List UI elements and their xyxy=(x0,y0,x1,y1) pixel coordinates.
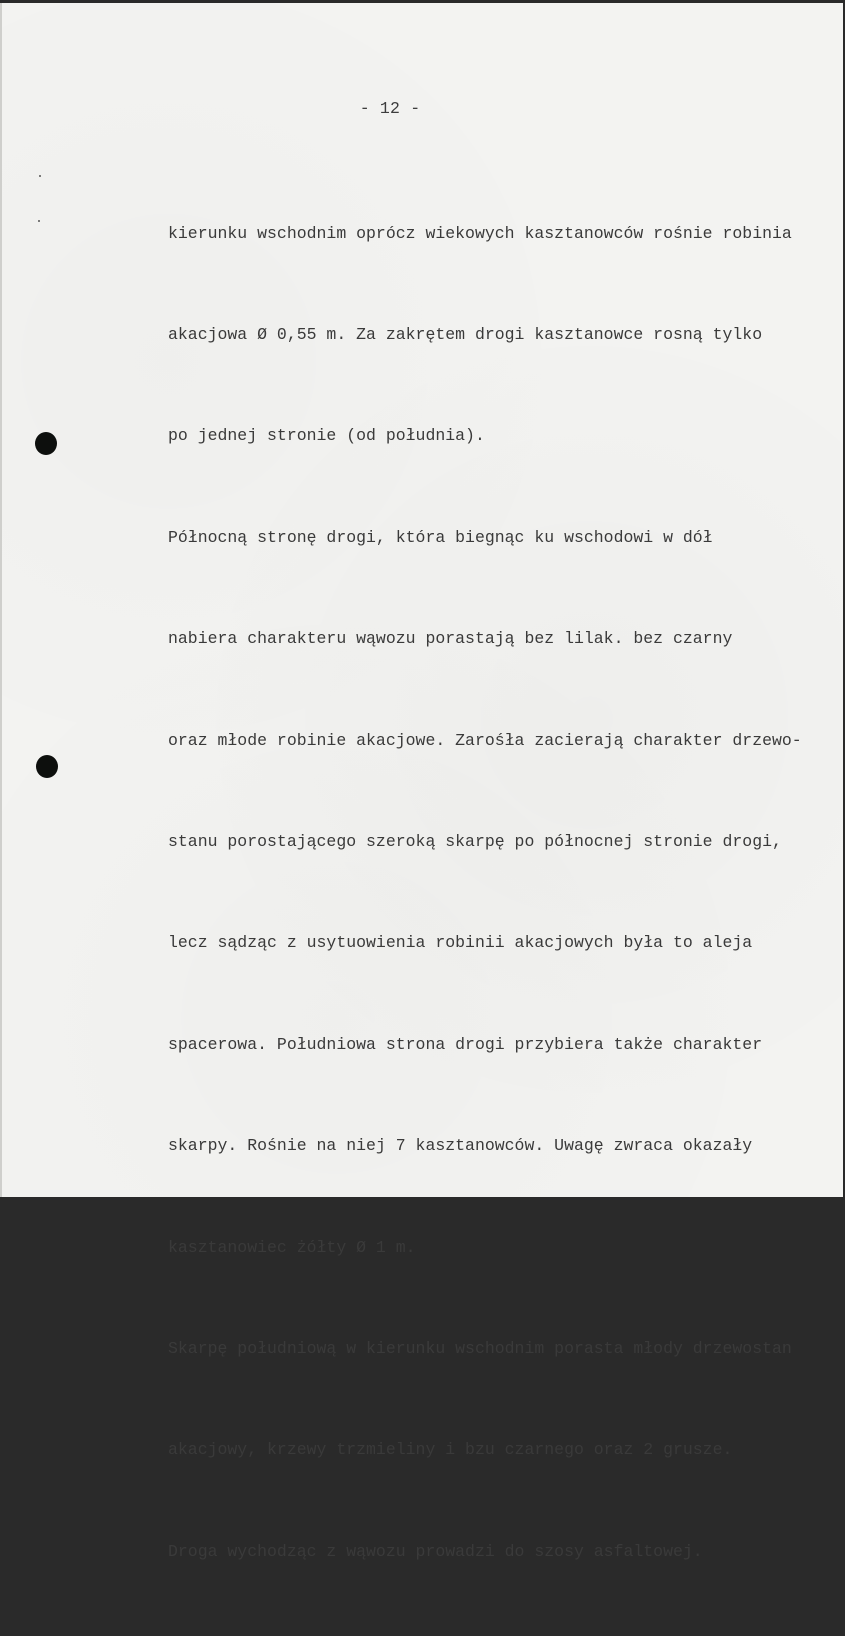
text-line: kasztanowiec żółty Ø 1 m. xyxy=(168,1237,416,1257)
body-text xyxy=(168,149,802,1636)
text-line: Skarpę południową w kierunku wschodnim porasta młody drzewostan xyxy=(168,1338,792,1358)
text-line: skarpy. Rośnie na niej 7 kasztanowców. Uwagę zwraca okazały xyxy=(168,1136,753,1156)
text-line: akacjowy, krzewy trzmieliny i bzu czarnego oraz 2 grusze. xyxy=(168,1440,733,1460)
page-edge xyxy=(0,3,2,1197)
punch-hole-top xyxy=(35,432,57,455)
text-line: Północną stronę drogi, która biegnąc ku wschodowi w dół xyxy=(168,527,713,547)
text-line: nabiera charakteru wąwozu porastają bez lilak. bez czarny xyxy=(168,629,733,649)
text-line: Droga wychodząc z wąwozu prowadzi do szosy asfaltowej. xyxy=(168,1541,703,1561)
text-line: po jednej stronie (od południa). xyxy=(168,426,485,446)
scan-speck xyxy=(38,220,40,222)
punch-hole-bottom xyxy=(36,755,58,778)
text-line: akacjowa Ø 0,55 m. Za zakrętem drogi kasztanowce rosną tylko xyxy=(168,324,763,344)
text-line: oraz młode robinie akacjowe. Zarośła zacierają charakter drzewo- xyxy=(168,730,802,750)
scanned-page xyxy=(0,3,843,1561)
text-line: kierunku wschodnim oprócz wiekowych kasztanowców rośnie robinia xyxy=(168,223,792,243)
scan-speck xyxy=(39,175,41,177)
page-number: - 12 - xyxy=(359,99,421,118)
text-line: stanu porostającego szeroką skarpę po północnej stronie drogi, xyxy=(168,831,782,851)
text-line: lecz sądząc z usytuowienia robinii akacjowych była to aleja xyxy=(168,933,753,953)
text-line: spacerowa. Południowa strona drogi przybiera także charakter xyxy=(168,1034,763,1054)
